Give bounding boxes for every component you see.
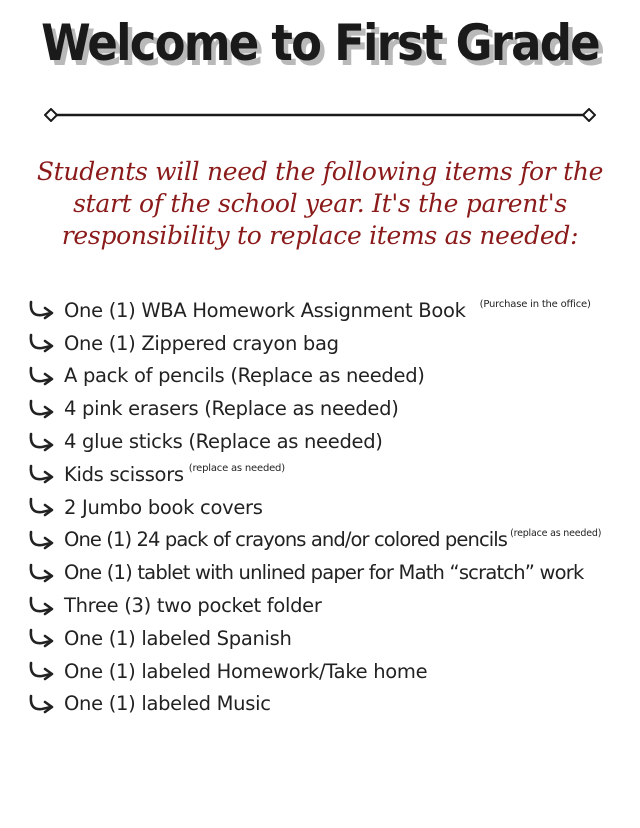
curved-arrow-icon — [26, 529, 56, 551]
page-title: Welcome to First Grade — [41, 14, 599, 72]
list-item — [26, 622, 640, 655]
item-text: 4 pink erasers (Replace as needed) — [64, 397, 399, 421]
list-item — [26, 491, 640, 524]
item-text: Three (3) two pocket folder — [64, 594, 322, 618]
item-text: One (1) Zippered crayon bag — [64, 331, 339, 355]
list-item — [26, 688, 640, 721]
item-text: One (1) labeled Homework/Take home — [64, 659, 428, 683]
item-text: 2 Jumbo book covers — [64, 495, 263, 519]
curved-arrow-icon — [26, 595, 56, 617]
item-text: One (1) labeled Spanish — [64, 626, 292, 650]
item-note: (replace as needed) — [188, 462, 285, 474]
list-item — [26, 425, 640, 458]
curved-arrow-icon — [26, 627, 56, 649]
curved-arrow-icon — [26, 398, 56, 420]
intro-text: Students will need the following items for the start of the school year. It's the parent's responsibility to replace items as needed: — [36, 157, 604, 250]
list-item — [26, 458, 640, 491]
list-item — [26, 655, 640, 688]
item-note: (Purchase in the office) — [479, 298, 591, 310]
curved-arrow-icon — [26, 463, 56, 485]
item-text: A pack of pencils (Replace as needed) — [64, 364, 425, 388]
curved-arrow-icon — [26, 693, 56, 715]
list-item — [26, 392, 640, 425]
curved-arrow-icon — [26, 332, 56, 354]
curved-arrow-icon — [26, 496, 56, 518]
list-item — [26, 524, 640, 557]
supply-list — [26, 294, 640, 720]
curved-arrow-icon — [26, 431, 56, 453]
item-text: Kids scissors — [64, 462, 184, 486]
list-item — [26, 327, 640, 360]
list-item — [26, 589, 640, 622]
item-text: One (1) labeled Music — [64, 692, 271, 716]
curved-arrow-icon — [26, 562, 56, 584]
item-text: One (1) WBA Homework Assignment Book — [64, 298, 466, 322]
title-divider — [44, 108, 596, 122]
item-text: One (1) 24 pack of crayons and/or colored pencils — [64, 528, 508, 552]
list-item — [26, 360, 640, 393]
curved-arrow-icon — [26, 365, 56, 387]
item-text: One (1) tablet with unlined paper for Math “scratch” work — [64, 561, 584, 585]
curved-arrow-icon — [26, 660, 56, 682]
curved-arrow-icon — [26, 299, 56, 321]
item-text: 4 glue sticks (Replace as needed) — [64, 430, 383, 454]
item-note: (replace as needed) — [510, 528, 602, 540]
list-item — [26, 294, 640, 327]
list-item — [26, 556, 640, 589]
